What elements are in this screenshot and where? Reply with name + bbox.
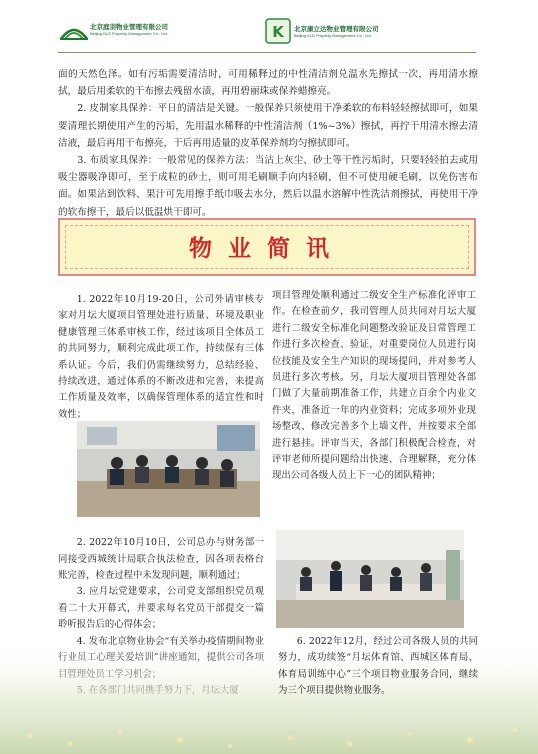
paragraph-fabric: 3. 布质家具保养：一般常见的保养方法：当沾上灰尘、砂土等干性污垢时，只要轻轻拍去或用吸尘器吸净即可，至于成粒的砂土，则可用毛刷顺手向内轻刷，但不可使用硬毛刷，以免伤害布面。如果沾到饮料、果汁可先用擦手纸巾吸去水分，然后以温水溶解中性洗洁剂擦拭，再使用干净的软布擦干，最后以低温烘干即可。	[58, 155, 478, 218]
company-name-en: Beijing DLS Property Management Co., Ltd.	[90, 31, 168, 36]
banner-title: 物业简讯	[189, 235, 345, 262]
company-logo-dls	[60, 22, 260, 48]
inspection-room-image	[276, 530, 464, 628]
news-item-3: 3. 应月坛党建要求，公司党支部组织党员观看二十大开幕式，并要求每名党员干部提交一篇聆听报告后的心得体会；	[58, 586, 264, 631]
paragraph-leather: 2. 皮制家具保养：平日的清洁是关键。一般保养只须使用干净柔软的布料轻轻擦拭即可，如果要清理长期使用产生的污垢，先用温水稀释的中性清洁剂（1%~3%）擦拭，再拧干用清水擦去清洁液，最后再用干布擦亮，干后再用适量的皮革保养剂均匀擦拭即可。	[58, 103, 478, 149]
meeting-room-image	[77, 421, 260, 517]
paragraph: 面的天然色泽。如有污垢需要清洁时，可用稀释过的中性清洁剂兑温水先擦拭一次，再用清水擦拭，最后用柔软的干布擦去残留水渍，再用碧丽珠或保养蜡擦亮。	[58, 69, 478, 98]
company-name-en: Beijing KLD Property Management Co., Ltd.	[294, 33, 372, 38]
meeting-photo	[77, 421, 260, 517]
company-logo-kld	[265, 18, 415, 48]
news-column-right	[272, 288, 476, 485]
news-item-6-block	[278, 634, 478, 700]
news-item-6: 6. 2022年12月，经过公司各级人员的共同努力，成功续签“月坛体育馆、西城区体育局、体育局训练中心”三个项目物业服务合同，继续为三个项目提供物业服务。	[278, 636, 478, 697]
company-name: 北京庭羽物业管理有限公司	[90, 24, 168, 31]
news-item-1: 1. 2022年10月19-20日，公司外请审核专家对月坛大厦项目管理处进行质量、环境及职业健康管理三体系审核工作，经过该项目全体员工的共同努力，顺利完成此项工作，持续保有三体系认证。今后，我们仍需继续努力，总结经验、持续改进，通过体系的不断改进和完善，来提高工作质量及效率，以确保管理体系的适宜性和时效性；	[58, 294, 264, 420]
company-name: 北京康立达物业管理有限公司	[294, 26, 379, 33]
page-header	[0, 0, 538, 56]
kld-logo-icon	[265, 18, 291, 44]
news-banner	[58, 218, 476, 276]
news-item-2: 2. 2022年10月10日，公司总办与财务部一同接受西城统计局联合执法检查，因各项表格台账完善，检查过程中未发现问题，顺利通过；	[58, 537, 264, 582]
news-item-5-continued: 项目管理处顺利通过二级安全生产标准化评审工作。在检查前夕，我司管理人员共同对月坛大厦进行二级安全标准化问题整改验证及日常管理工作进行多次检查、验证，对重要岗位人员进行岗位技能及安全生产知识的现场提问，并对参考人员进行多次考核。另，月坛大厦项目管理处各部门做了大量前期准备工作，共建立百余个内业文件夹，准备近一年的内业资料；完成多项外业现场整改、修改完善多个上墙文件，并按要求全部进行悬挂。评审当天，各部门积极配合检查，对评审老师所提问题给出快速、合理解释，充分体现出公司各级人员上下一心的团队精神；	[272, 290, 476, 482]
header-divider	[58, 52, 476, 53]
inspection-photo	[276, 530, 464, 628]
arch-logo-icon	[60, 24, 88, 40]
furniture-care-section	[58, 66, 478, 221]
svg-text:K: K	[272, 23, 284, 41]
